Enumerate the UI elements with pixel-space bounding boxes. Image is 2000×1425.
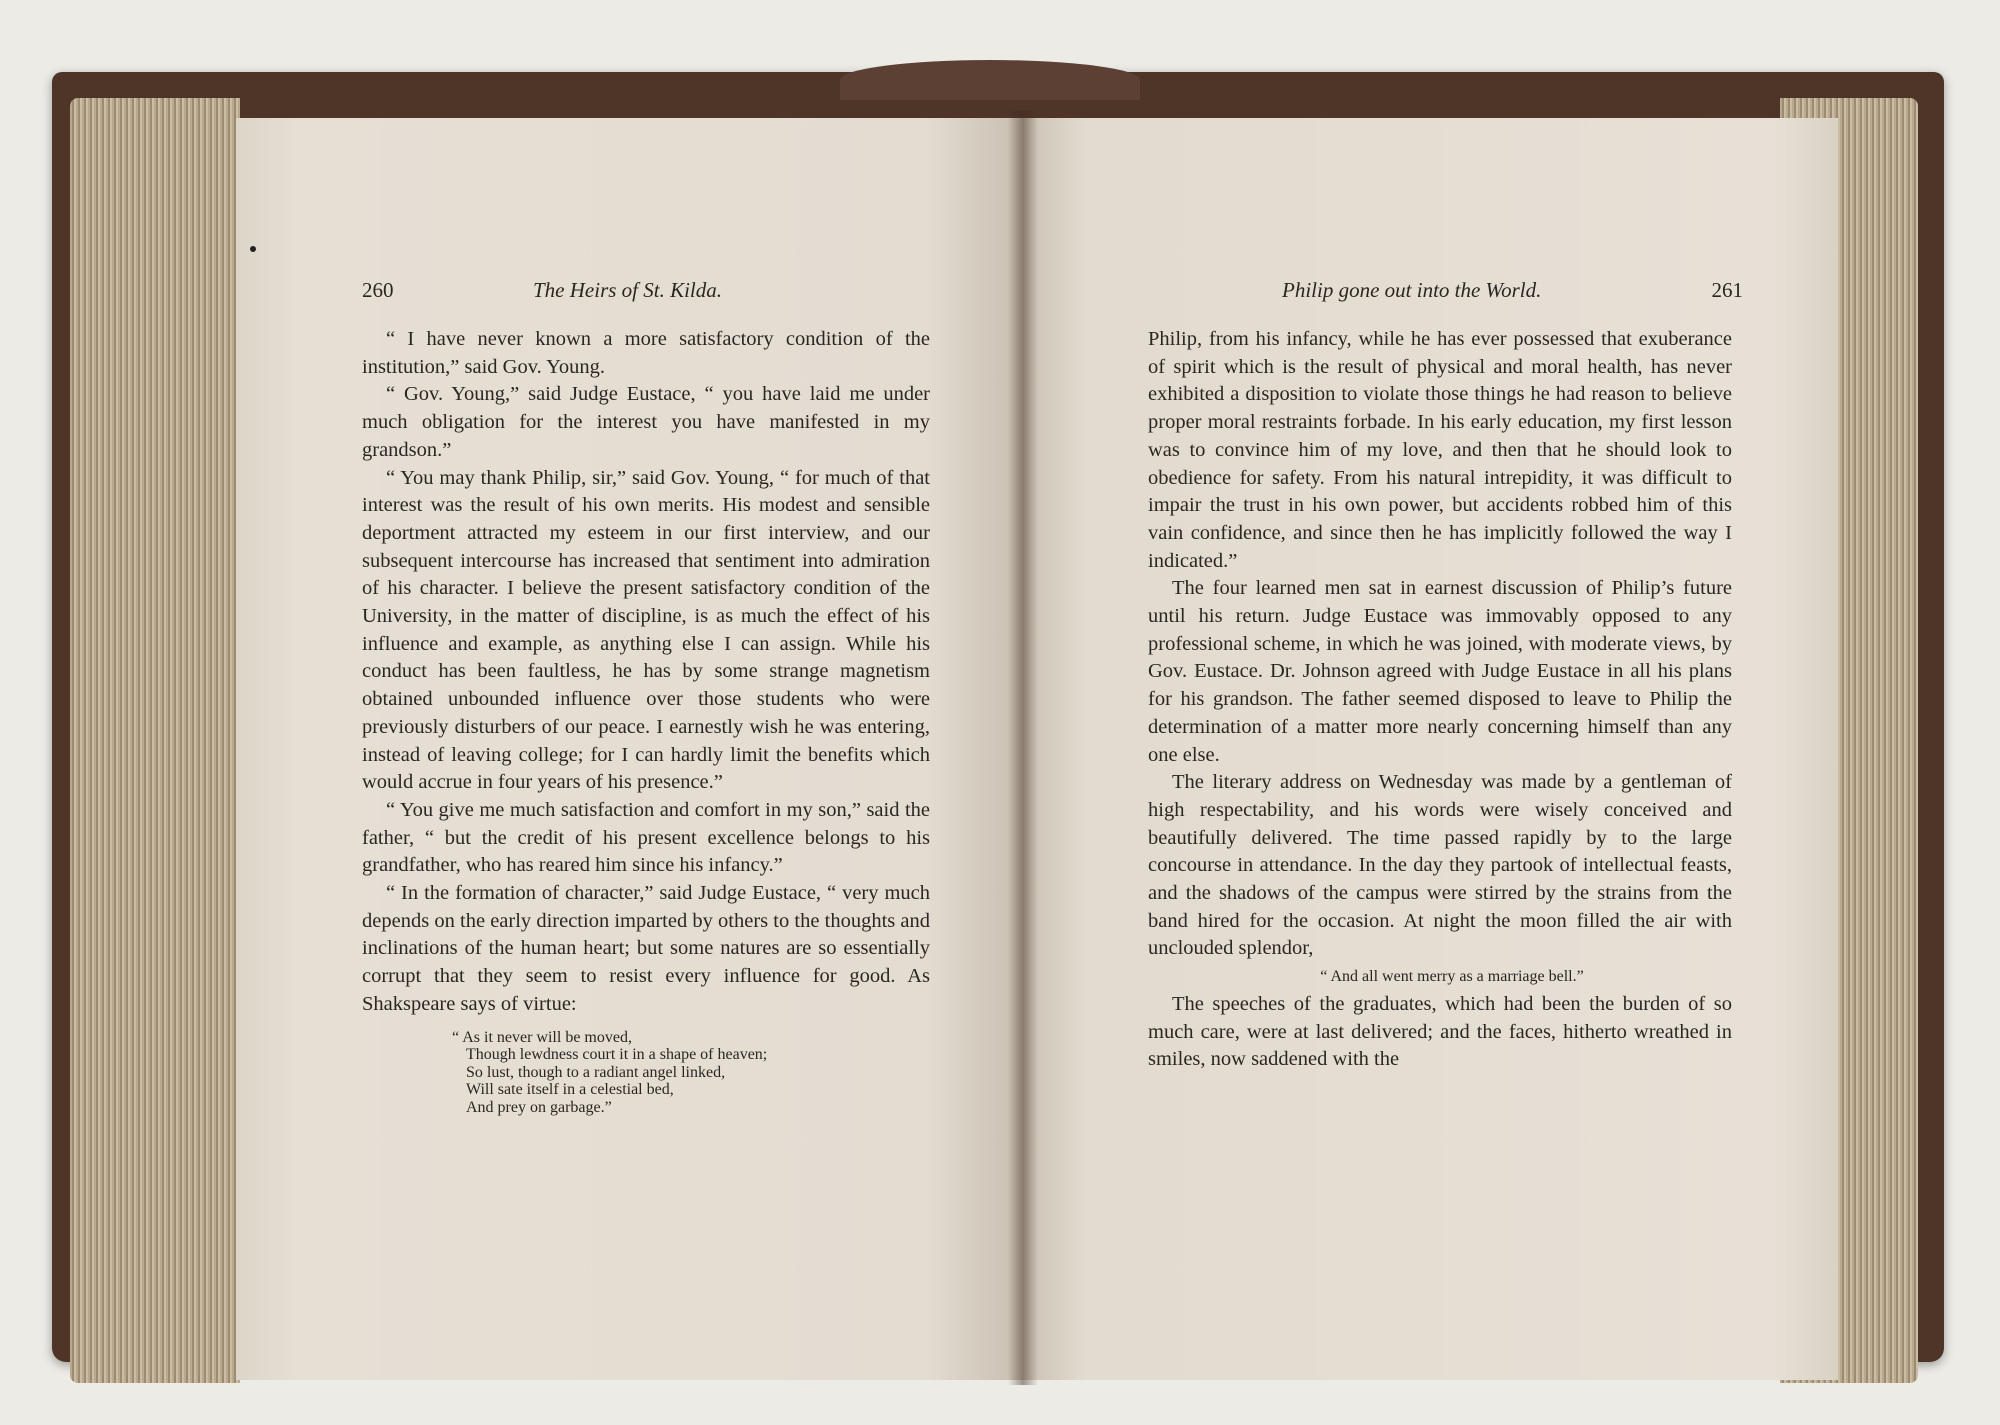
left-running-title: The Heirs of St. Kilda. <box>533 278 723 302</box>
paragraph: The literary address on Wednesday was made by a gentleman of high respectability, and his words were wisely conceived and beautifully delivered. The time passed rapidly by to the large concourse in attendance. In the day they partook of intellectual feasts, and the shadows of the campus were stirred by the strains from the band hired for the occasion. At night the moon filled the air with unclouded splendor, <box>1148 771 1732 960</box>
right-running-head <box>1020 278 1838 318</box>
left-page-edges <box>70 98 240 1383</box>
paragraph: The four learned men sat in earnest discussion of Philip’s future until his return. Judge Eustace was immovably opposed to any professional scheme, in which he was joined, with moderate views, by Gov. Eustace. Dr. Johnson agreed with Judge Eustace in all his plans for his grandson. The father seemed disposed to leave to Philip the determination of a matter more nearly concerning himself than any one else. <box>1148 577 1732 766</box>
verse-line: Though lewdness court it in a shape of heaven; <box>466 1046 768 1064</box>
left-running-head <box>236 278 1020 318</box>
paragraph: “ You give me much satisfaction and comfort in my son,” said the father, “ but the credit of his present excellence belongs to his grandfather, who has reared him since his infancy.” <box>362 798 930 877</box>
right-page <box>1020 118 1838 1380</box>
paragraph: “ I have never known a more satisfactory condition of the institution,” said Gov. Young. <box>362 328 930 378</box>
verse-line: And prey on garbage.” <box>466 1098 612 1116</box>
verse-line: “ As it never will be moved, <box>452 1028 632 1046</box>
left-page-number: 260 <box>362 278 394 302</box>
right-page-text <box>1148 326 1732 1074</box>
right-page-number: 261 <box>1711 278 1743 302</box>
verse-line: So lust, though to a radiant angel linked, <box>466 1063 726 1081</box>
left-page <box>236 118 1020 1380</box>
verse-line: Will sate itself in a celestial bed, <box>466 1081 674 1099</box>
ink-speck <box>250 246 256 252</box>
right-running-title: Philip gone out into the World. <box>1282 278 1542 302</box>
paragraph: “ You may thank Philip, sir,” said Gov. Young, “ for much of that interest was the result of his own merits. His modest and sensible deportment attracted my esteem in our first interview, and our subsequent intercourse has increased that sentiment into admiration of his character. I believe the present satisfactory condition of the University, in the matter of discipline, is as much the effect of his influence and example, as anything else I can assign. While his conduct has been faultless, he has by some strange magnetism obtained unbounded influence over those students who were previously disturbers of our peace. I earnestly wish he was entering, instead of leaving college; for I can hardly limit the benefits which would accrue in four years of his presence.” <box>362 466 930 794</box>
paragraph: Philip, from his infancy, while he has ever possessed that exuberance of spirit which is the result of physical and moral health, has never exhibited a disposition to violate those things he had reason to believe proper moral restraints forbade. In his early education, my first lesson was to convince him of my love, and then that he should look to obedience for safety. From his natural intrepidity, it was difficult to impair the trust in his own power, but accidents robbed him of this vain confidence, and since then he has implicitly followed the way I indicated.” <box>1148 328 1732 572</box>
paragraph: “ Gov. Young,” said Judge Eustace, “ you have laid me under much obligation for the interest you have manifested in my grandson.” <box>362 383 930 461</box>
paragraph: “ In the formation of character,” said Judge Eustace, “ very much depends on the early direction imparted by others to the thoughts and inclinations of the human heart; but some natures are so essentially corrupt that they seem to resist every influence for good. As Shakspeare says of virtue: <box>362 882 930 1015</box>
book-gutter <box>1008 110 1038 1385</box>
book-spine <box>840 60 1140 100</box>
left-page-text <box>362 326 930 1117</box>
paragraph: The speeches of the graduates, which had been the burden of so much care, were at last delivered; and the faces, hitherto wreathed in smiles, now saddened with the <box>1148 992 1732 1071</box>
verse-quotation <box>452 1029 930 1117</box>
quote-line: “ And all went merry as a marriage bell.” <box>1320 968 1584 986</box>
